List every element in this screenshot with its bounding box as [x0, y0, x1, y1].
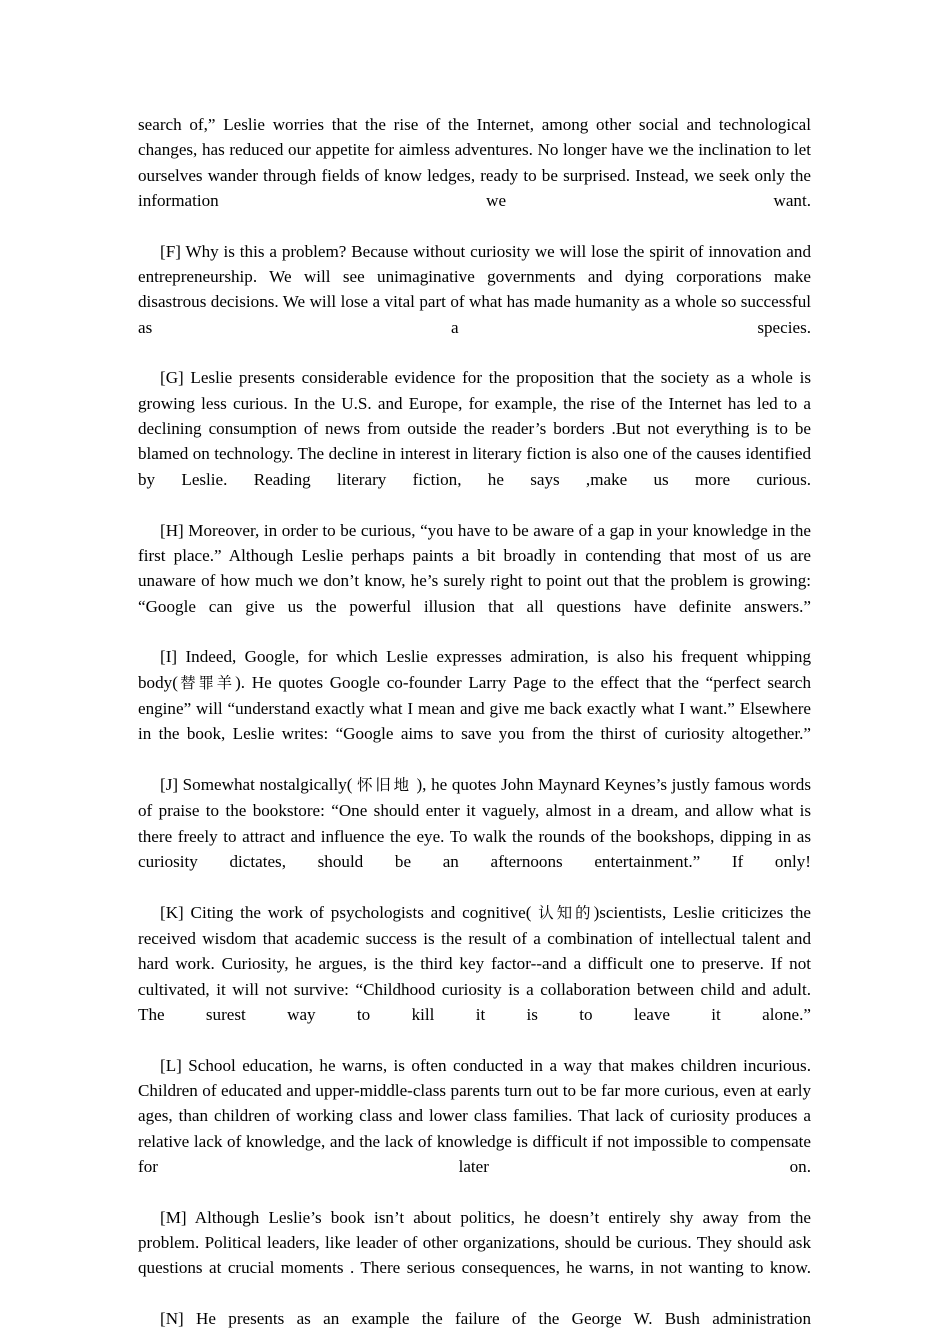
cjk-gloss: 认知的 [538, 903, 594, 922]
paragraph: [K] Citing the work of psychologists and cognitive( 认知的)scientists, Leslie criticizes the received wisdom that academic success is the result of a combination of intellectual talent and hard work. Curiosity, he argues, is the third key factor--and a difficult one to preserve. If not cultivated, it will not survive: “Childhood curiosity is a collaboration between child and adult. The surest way to kill it is to leave it alone.” [138, 902, 811, 1025]
paragraph: [H] Moreover, in order to be curious, “you have to be aware of a gap in your knowledge in the first place.” Although Leslie perhaps paints a bit broadly in contending that most of us are unaware of how much we don’t know, he’s surely right to point out that the problem is growing: “Google can give us the powerful illusion that all questions have definite answers.” [138, 520, 811, 616]
paragraph: [L] School education, he warns, is often conducted in a way that makes children incurious. Children of educated and upper-middle-class parents turn out to be far more curious, even at early ages, than children of working class and lower class families. That lack of curiosity produces a relative lack of knowledge, and the lack of knowledge is difficult if not impossible to compensate for later on. [138, 1055, 811, 1177]
cjk-gloss: 替罪羊 [177, 673, 236, 692]
passage-text-block [138, 112, 811, 1344]
paragraph: [J] Somewhat nostalgically( 怀旧地 ), he quotes John Maynard Keynes’s justly famous words of praise to the bookstore: “One should enter it vaguely, almost in a dream, and allow what is there freely to attract and influence the eye. To walk the rounds of the bookshops, dipping in as curiosity dictates, should be an afternoons entertainment.” If only! [138, 774, 811, 871]
paragraph: search of,” Leslie worries that the rise of the Internet, among other social and technological changes, has reduced our appetite for aimless adventures. No longer have we the inclination to let ourselves wander through fields of know ledges, ready to be surprised. Instead, we seek only the information we want. [138, 115, 811, 211]
cjk-gloss: 怀旧地 [357, 775, 412, 794]
paragraph: [M] Although Leslie’s book isn’t about politics, he doesn’t entirely shy away from the problem. Political leaders, like leader of other organizations, should be curious. They should ask questions at crucial moments . There serious consequences, he warns, in not wanting to know. [138, 1207, 811, 1278]
paragraph: [N] He presents as an example the failure of the George W. Bush administration [160, 1309, 811, 1329]
paragraph: [I] Indeed, Google, for which Leslie expresses admiration, is also his frequent whipping body(替罪羊). He quotes Google co-founder Larry Page to the effect that the “perfect search engine” will “understand exactly what I mean and give me back exactly what I want.” Elsewhere in the book, Leslie writes: “Google aims to save you from the thirst of curiosity altogether.” [138, 647, 811, 744]
paragraph: [G] Leslie presents considerable evidence for the proposition that the society as a whole is growing less curious. In the U.S. and Europe, for example, the rise of the Internet has led to a declining consumption of news from outside the reader’s borders .But not everything is to be blamed on technology. The decline in interest in literary fiction is also one of the causes identified by Leslie. Reading literary fiction, he says ,make us more curious. [138, 368, 811, 489]
paragraph: [F] Why is this a problem? Because without curiosity we will lose the spirit of innovation and entrepreneurship. We will see unimaginative governments and dying corporations make disastrous decisions. We will lose a vital part of what has made humanity as a whole so successful as a species. [138, 241, 811, 337]
